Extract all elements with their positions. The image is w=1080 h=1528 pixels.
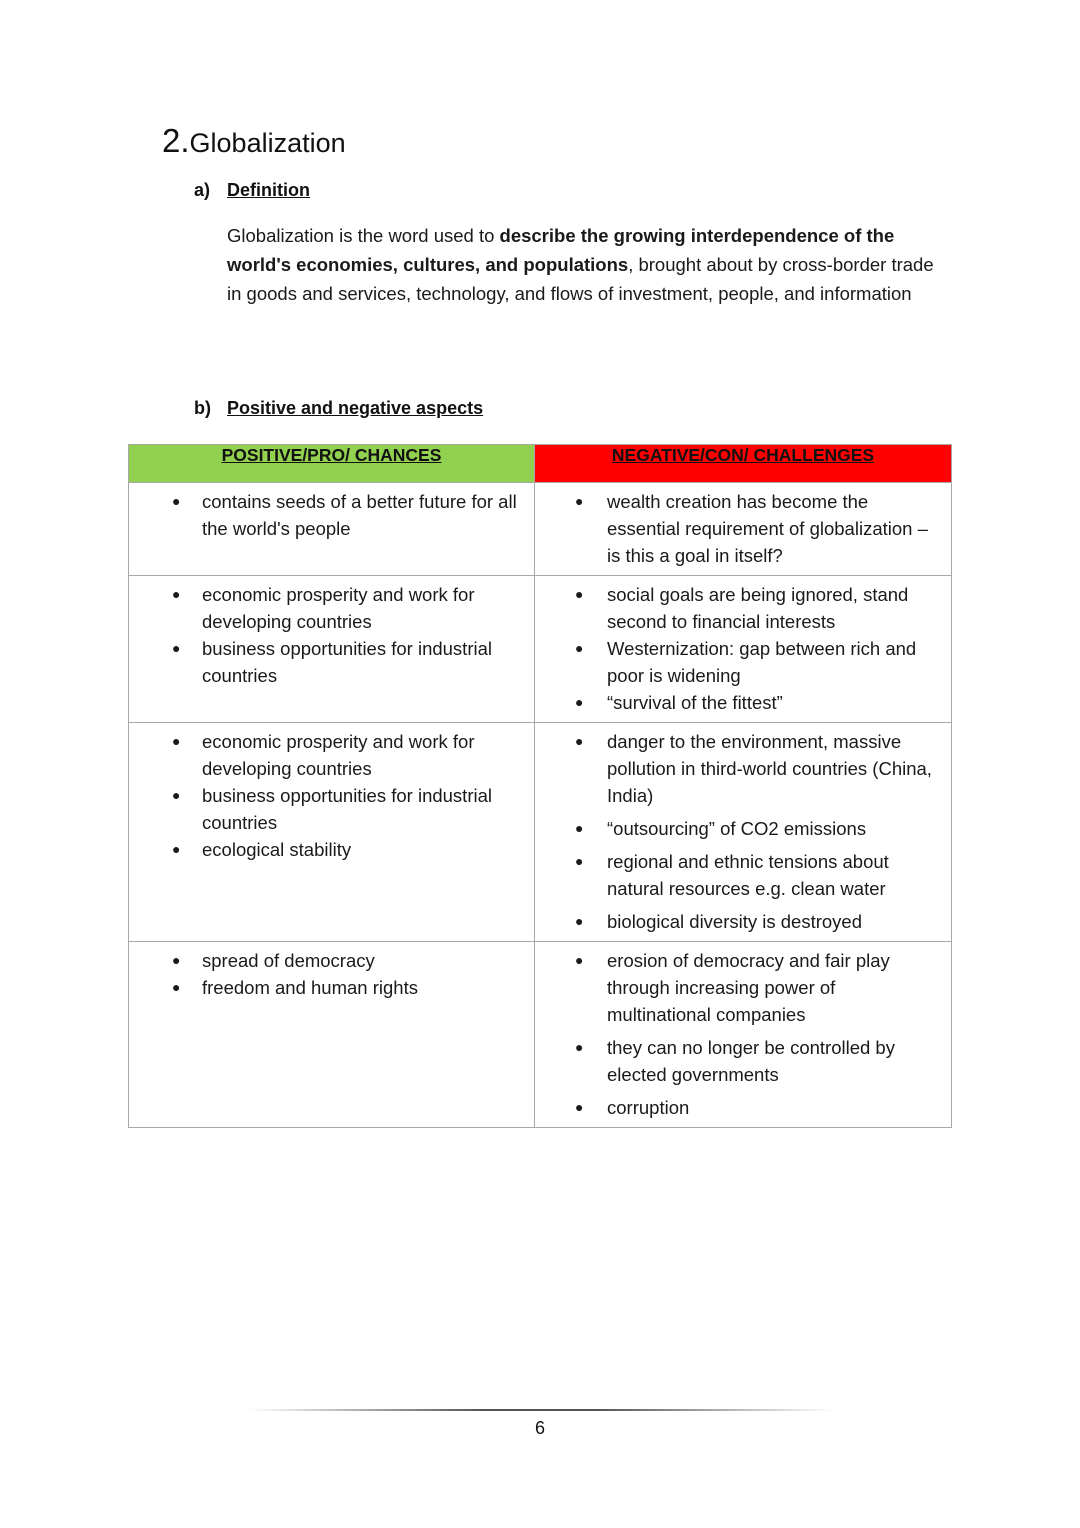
list-item: ● regional and ethnic tensions about natural resources e.g. clean water	[535, 848, 943, 902]
bullet-icon: ●	[575, 694, 584, 710]
footer-divider	[248, 1409, 833, 1411]
bullet-icon: ●	[172, 979, 181, 995]
bullet-icon: ●	[172, 787, 181, 803]
table-row	[129, 483, 952, 576]
list-item: ● economic prosperity and work for developing countries	[129, 728, 526, 782]
page-number: 6	[534, 1418, 545, 1438]
bullet-icon: ●	[172, 640, 181, 656]
bullet-icon: ●	[172, 952, 181, 968]
bullet-icon: ●	[575, 952, 584, 968]
list-item: ● ecological stability	[129, 836, 526, 863]
list-item: ● corruption	[535, 1094, 943, 1121]
list-item: ● biological diversity is destroyed	[535, 908, 943, 935]
negative-cell	[535, 483, 952, 576]
bullet-icon: ●	[172, 841, 181, 857]
list-item: ● business opportunities for industrial countries	[129, 635, 526, 689]
definition-paragraph	[227, 221, 942, 308]
positive-header: POSITIVE/PRO/ CHANCES	[129, 445, 535, 483]
section-number: 2.	[162, 122, 190, 159]
definition-letter: a)	[194, 180, 211, 200]
list-item: ● wealth creation has become the essential requirement of globalization – is this a goal in itself?	[535, 488, 943, 569]
list-item: ● social goals are being ignored, stand second to financial interests	[535, 581, 943, 635]
list-item: ● business opportunities for industrial countries	[129, 782, 526, 836]
table-row	[129, 723, 952, 942]
aspects-heading-text: Positive and negative aspects	[227, 398, 484, 418]
positive-cell	[129, 576, 535, 723]
bullet-icon: ●	[575, 586, 584, 602]
definition-heading	[194, 180, 310, 201]
list-item: ● economic prosperity and work for developing countries	[129, 581, 526, 635]
table-row	[129, 942, 952, 1128]
list-item: ● danger to the environment, massive pollution in third-world countries (China, India)	[535, 728, 943, 809]
table-header-row	[129, 445, 952, 483]
positive-cell	[129, 942, 535, 1128]
negative-header: NEGATIVE/CON/ CHALLENGES	[535, 445, 952, 483]
negative-cell	[535, 942, 952, 1128]
section-title	[162, 122, 346, 160]
bullet-icon: ●	[575, 640, 584, 656]
bullet-icon: ●	[172, 586, 181, 602]
bullet-icon: ●	[575, 820, 584, 836]
bullet-icon: ●	[575, 1099, 584, 1115]
definition-heading-text: Definition	[227, 180, 310, 200]
list-item: ● Westernization: gap between rich and poor is widening	[535, 635, 943, 689]
positive-cell	[129, 723, 535, 942]
bullet-icon: ●	[575, 913, 584, 929]
list-item: ● erosion of democracy and fair play through increasing power of multinational companies	[535, 947, 943, 1028]
list-item: ● spread of democracy	[129, 947, 526, 974]
negative-cell	[535, 576, 952, 723]
list-item: ● they can no longer be controlled by elected governments	[535, 1034, 943, 1088]
bullet-icon: ●	[575, 733, 584, 749]
bullet-icon: ●	[575, 853, 584, 869]
section-title-text: Globalization	[189, 128, 346, 158]
aspects-heading	[194, 398, 483, 419]
table-row	[129, 576, 952, 723]
list-item: ● “survival of the fittest”	[535, 689, 943, 716]
list-item: ● contains seeds of a better future for all the world's people	[129, 488, 526, 542]
definition-text-before: Globalization is the word used to	[227, 225, 500, 246]
bullet-icon: ●	[575, 1039, 584, 1055]
aspects-table	[128, 444, 952, 1128]
bullet-icon: ●	[172, 493, 181, 509]
bullet-icon: ●	[172, 733, 181, 749]
list-item: ● “outsourcing” of CO2 emissions	[535, 815, 943, 842]
definition-text-after: , brought about by cross-border trade in goods and services, technology, and flows of investment, people, and information	[227, 254, 934, 304]
aspects-letter: b)	[194, 398, 211, 418]
bullet-icon: ●	[575, 493, 584, 509]
negative-cell	[535, 723, 952, 942]
positive-cell	[129, 483, 535, 576]
list-item: ● freedom and human rights	[129, 974, 526, 1001]
definition-text-bold: describe the growing interdependence of the world's economies, cultures, and populations	[227, 225, 895, 275]
